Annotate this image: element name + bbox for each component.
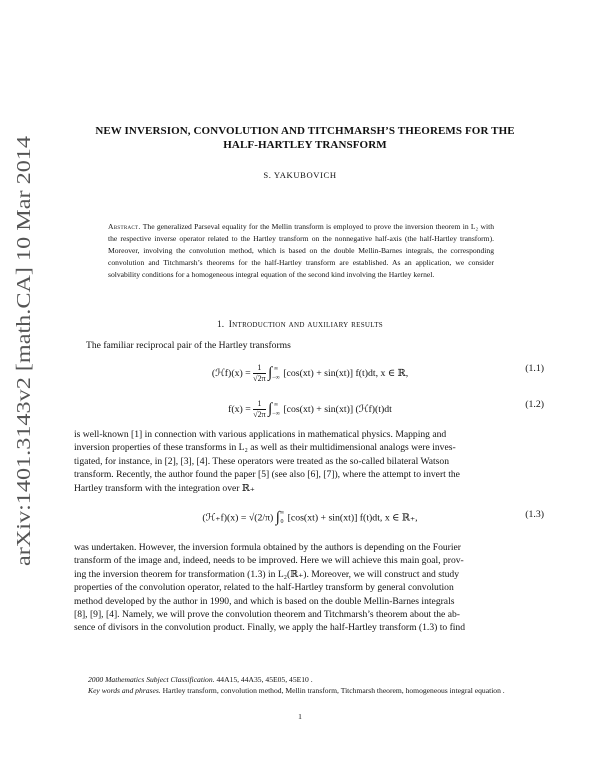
integral-sign: ∫ — [268, 365, 273, 381]
eq3-number: (1.3) — [525, 509, 544, 520]
eq2-fraction — [253, 399, 265, 420]
footnote-msc-label: 2000 Mathematics Subject Classification. — [88, 675, 215, 684]
para3-line: ing the inversion theorem for transformation (1.3) in L₂(ℝ₊). Moreover, we will construct and study — [74, 568, 459, 580]
page-number: 1 — [298, 712, 302, 721]
para3-line: was undertaken. However, the inversion formula obtained by the authors is depending on the Fourier — [74, 542, 461, 553]
author-name: S. YAKUBOVICH — [263, 170, 337, 180]
para2-line: Hartley transform with the integration over ℝ₊ — [74, 482, 255, 494]
para3-line: method developed by the author in 1990, and which is based on the double Mellin-Barnes integrals — [74, 595, 455, 607]
abstract-text: The generalized Parseval equality for the Mellin transform is employed to prove the inversion theorem in L₂ with the respective inverse operator related to the Hartley transform on the nonnegative half-axis (the half-Hartley transform). Moreover, involving the convolution method, which is based on the double Mellin-Barnes integrals, the corresponding convolution and Titchmarsh’s theorems for the half-Hartley transform are established. As an application, we consider solvability conditions for a homogeneous integral equation of the second kind involving the Hartley kernel. — [108, 222, 495, 279]
equation-1-2 — [74, 393, 546, 421]
eq3-lhs: (ℋ₊f)(x) = — [202, 512, 247, 524]
eq1-fraction — [253, 363, 265, 384]
eq2-upper-limit: ∞ — [273, 401, 279, 408]
eq2-lower-limit: −∞ — [272, 410, 280, 417]
eq3-rhs: [cos(xt) + sin(xt)] f(t)dt, x ∈ ℝ₊, — [287, 512, 418, 524]
eq1-number: (1.1) — [525, 363, 544, 374]
title-line-2: HALF-HARTLEY TRANSFORM — [223, 139, 387, 151]
eq2-frac-den: √2π — [253, 410, 266, 419]
eq1-limits — [272, 365, 280, 383]
integral-sign: ∫ — [275, 509, 280, 526]
section-title: Introduction and auxiliary results — [228, 320, 383, 330]
eq1-frac-num: 1 — [253, 363, 265, 374]
paragraph-hartley-background — [74, 428, 546, 495]
eq2-frac-num: 1 — [253, 399, 265, 410]
arxiv-identifier-stamp — [6, 130, 40, 570]
para2-line: is well-known [1] in connection with various applications in mathematical physics. Mapping and — [74, 429, 447, 440]
eq1-upper-limit: ∞ — [273, 365, 279, 372]
para2-line: transform. Recently, the author found the paper [5] (see also [6], [7]), where the attempt to invert the — [74, 469, 460, 481]
para3-line: transform of the image and, indeed, needs to be improved. Here we will achieve this main goal, prov- — [74, 555, 464, 567]
paragraph-intro: The familiar reciprocal pair of the Hartley transforms — [86, 340, 291, 351]
paragraph-goals — [74, 541, 546, 635]
equation-1-3 — [74, 503, 546, 531]
equation-1-1 — [74, 357, 546, 385]
eq3-upper-limit: ∞ — [279, 510, 285, 516]
integral-sign: ∫ — [268, 401, 273, 417]
eq1-lhs: (ℋf)(x) = — [211, 367, 251, 379]
footnote-keywords-label: Key words and phrases. — [88, 686, 161, 695]
arxiv-identifier-text: arXiv:1401.3143v2 [math.CA] 10 Mar 2014 — [14, 219, 35, 566]
para3-line: properties of the convolution operator, related to the half-Hartley transform by general convolution — [74, 582, 454, 594]
eq2-number: (1.2) — [525, 399, 544, 410]
title-line-1: NEW INVERSION, CONVOLUTION AND TITCHMARSH’S THEOREMS FOR THE — [95, 125, 515, 137]
footnote — [74, 674, 546, 696]
eq2-rhs: [cos(xt) + sin(xt)] (ℋf)(t)dt — [283, 403, 392, 415]
para3-line: sence of divisors in the convolution product. Finally, we apply the half-Hartley transform (1.3) to find — [74, 622, 466, 634]
section-heading — [0, 320, 600, 330]
eq1-lower-limit: −∞ — [272, 374, 280, 381]
abstract-label: Abstract. — [108, 222, 141, 231]
footnote-msc — [74, 674, 546, 685]
eq2-lhs: f(x) = — [228, 403, 251, 415]
para3-line: [8], [9], [4]. Namely, we will prove the convolution theorem and Titchmarsh’s theorem about the ab- — [74, 609, 460, 621]
eq3-limits — [280, 509, 284, 527]
eq3-root: √(2/π) — [248, 512, 274, 524]
para2-line: tigated, for instance, in [2], [3], [4]. These operators were treated as the so-called bilateral Watson — [74, 455, 450, 467]
footnote-keywords-text: Hartley transform, convolution method, Mellin transform, Titchmarsh theorem, homogeneous integral equation . — [162, 686, 505, 695]
paper-title — [70, 124, 540, 152]
eq1-rhs: [cos(xt) + sin(xt)] f(t)dt, x ∈ ℝ, — [283, 367, 409, 379]
footnote-keywords — [74, 685, 546, 696]
abstract — [108, 221, 494, 281]
eq1-frac-den: √2π — [253, 374, 266, 383]
eq3-lower-limit: 0 — [280, 519, 284, 525]
eq2-limits — [272, 401, 280, 419]
footnote-msc-codes: 44A15, 44A35, 45E05, 45E10 . — [216, 675, 313, 684]
para2-line: inversion properties of these transforms in L₂ as well as their multidimensional analogs were inves- — [74, 442, 456, 454]
section-number: 1. — [217, 320, 225, 330]
